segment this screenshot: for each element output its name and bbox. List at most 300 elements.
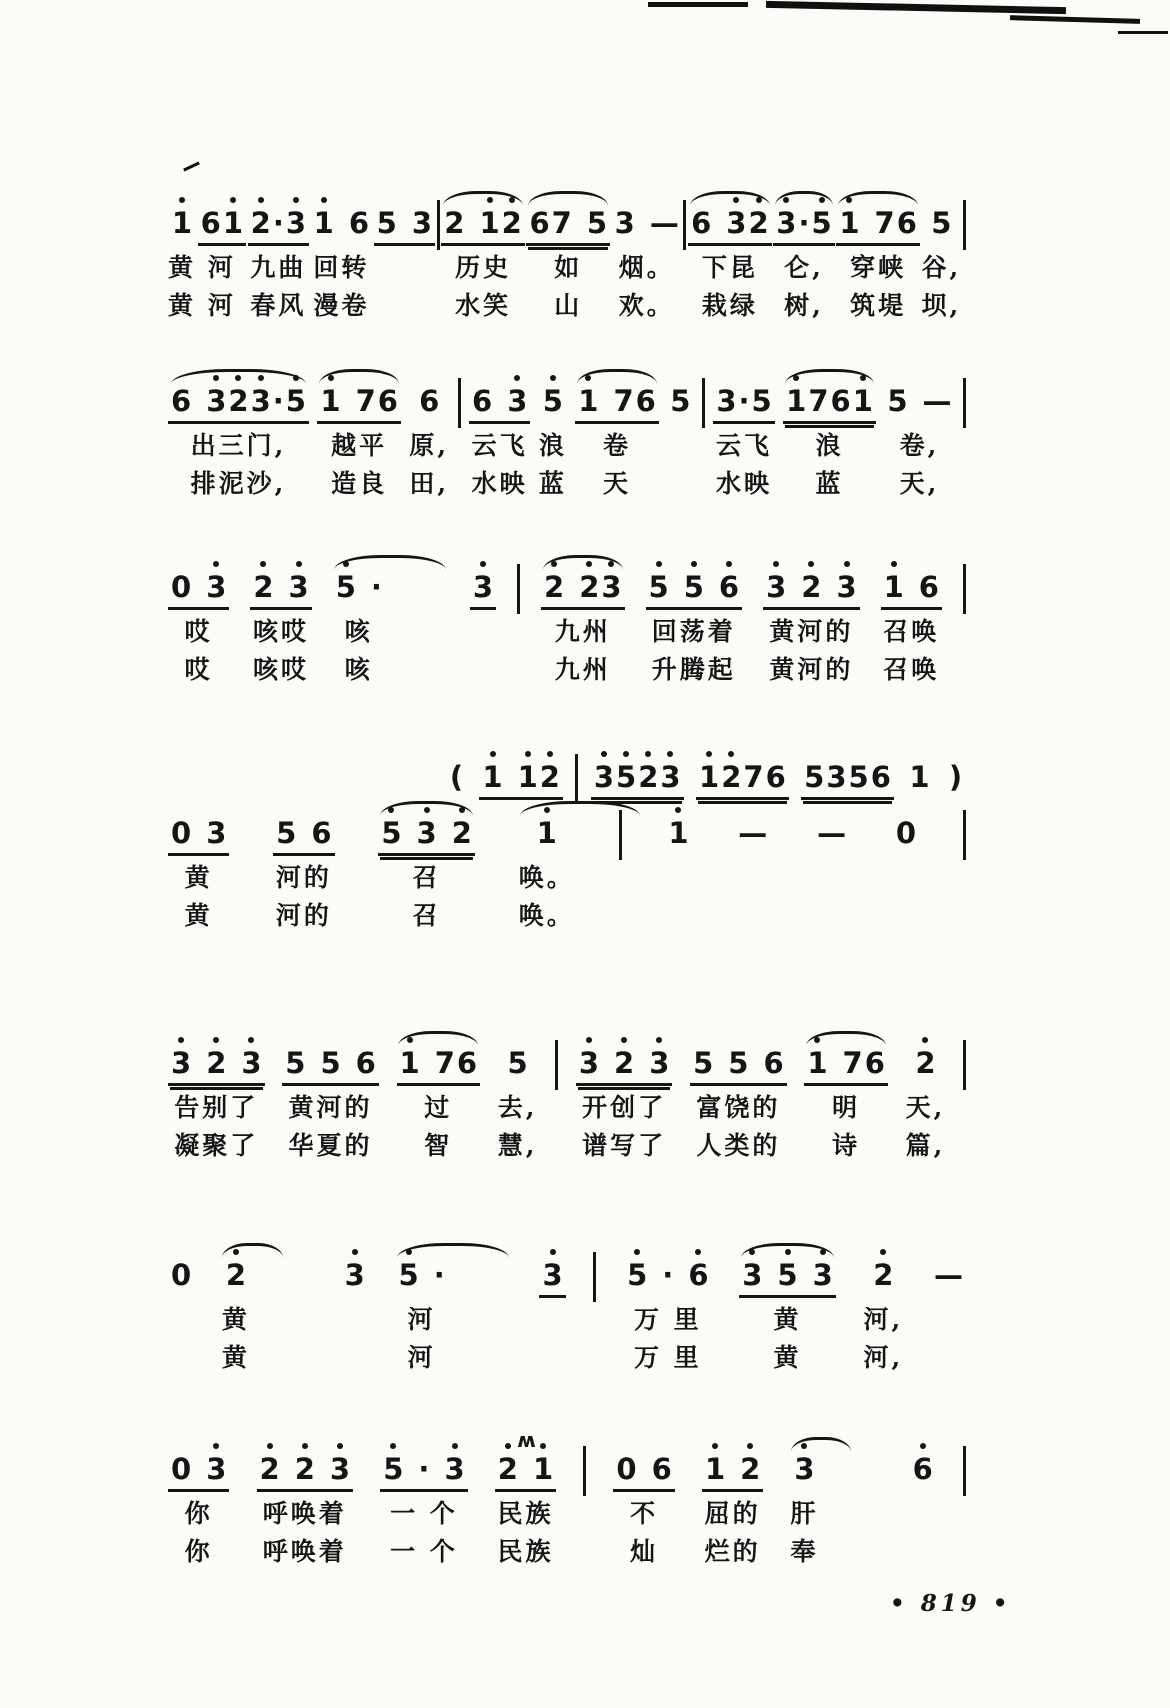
note-digit: 5 [751,384,772,418]
lyric-syllable: 华夏的 [288,1131,373,1160]
note-digit: 1 [518,760,538,794]
octave-dot [550,375,556,381]
note-digit: 1 [699,760,719,794]
note-column [783,366,876,502]
lyric-syllable: 奉 [790,1537,819,1566]
note-digit: 3 [660,760,680,794]
note-group [416,384,442,426]
barline [458,366,461,428]
note-column [396,1240,448,1376]
note-group [479,760,563,802]
note-digit: 2 [260,1452,280,1486]
octave-dot [509,197,515,203]
lyric-syllable: 黄 [184,901,213,930]
note-column [479,742,563,802]
note-group [665,816,691,858]
note-digit: 2 [544,570,564,604]
note-digit: 0 [171,570,192,604]
note-digit: 3 [507,384,527,418]
note-column [397,1028,481,1164]
note-group [541,570,625,612]
octave-dot [844,561,850,567]
lyric-syllable: 春风 [250,291,307,320]
lyric-syllable: 九州 [554,655,611,684]
note-column [922,188,962,324]
note-group [870,1258,896,1300]
ornament-row [667,366,693,384]
note-digit: 3 [836,570,856,604]
scan-artifact [1118,31,1168,34]
octave-dot [544,807,550,813]
octave-dot [621,1037,627,1043]
barline [963,1434,966,1496]
note-column [541,552,625,688]
barline [593,1240,596,1302]
note-group [945,760,966,802]
system-2 [168,366,966,502]
octave-dot [406,1249,412,1255]
octave-dot [586,1037,592,1043]
note-digit: 1 [314,206,334,240]
octave-dot [230,197,236,203]
lyric-syllable: 栽绿 [701,291,758,320]
note-digit: 5 [693,1046,714,1080]
octave-dot [793,375,799,381]
note-group [168,1452,229,1494]
lyric-syllable: 天, [899,469,940,498]
note-group [374,206,435,248]
octave-dot [712,1443,718,1449]
note-digit: 3 [726,206,746,240]
ornament-row [931,1240,966,1258]
note-column [498,1028,538,1164]
note-group [702,1452,763,1494]
octave-dot [424,807,430,813]
barline-mark [593,1252,596,1302]
lyric-syllable: 呼唤着 [262,1537,347,1566]
note-digit: 6 [691,206,712,240]
octave-dot [321,197,327,203]
ornament-row [446,742,467,760]
note-digit: 5 [376,206,397,240]
octave-dot [178,1037,184,1043]
lyric-syllable: 黄 [773,1343,802,1372]
note-column [495,1428,556,1570]
lyric-syllable: 肝 [790,1499,819,1528]
note-column [665,798,691,934]
lyric-syllable: 明 [832,1093,861,1122]
lyric-syllable: 水笑 [455,291,512,320]
note-group [591,760,684,802]
note-digit: ) [948,760,963,794]
lyric-syllable: 坝, [921,291,962,320]
note-digit: 3 [601,570,621,604]
note-digit: 0 [171,1452,192,1486]
note-digit: 2 [226,1258,246,1292]
dash-note: — [817,816,847,850]
note-digit: 1 [909,760,930,794]
octave-dot [540,1443,546,1449]
note-column [763,552,860,688]
ornament-row [495,1428,556,1452]
dash-note: — [649,206,679,240]
note-column [906,1028,946,1164]
note-digit: 7 [551,206,572,240]
lyric-syllable: 九曲 [250,253,307,282]
note-digit: 3 [444,1452,464,1486]
barline [963,188,966,250]
note-digit: 0 [171,816,192,850]
octave-dot [407,1037,413,1043]
lyric-syllable: 蓝 [538,469,567,498]
note-digit: 2 [206,1046,226,1080]
octave-dot [514,375,520,381]
note-digit: 2 [915,1046,935,1080]
barline-mark [555,1040,558,1090]
slur-arc [791,1437,851,1452]
ornament-row [248,188,309,206]
note-digit: 3 [417,816,437,850]
note-group [763,570,860,612]
lyric-syllable: 云飞 [716,431,773,460]
note-group [884,384,954,426]
note-column [696,742,789,802]
ornament-row [884,366,954,384]
lyric-syllable: 排泥沙, [190,469,287,498]
lyric-syllable: 黄 [221,1305,250,1334]
note-digit: 2 [540,760,560,794]
barline-mark [963,1446,966,1496]
note-digit: 5 [285,1046,306,1080]
note-group [931,1258,966,1300]
note-digit: 6 [896,206,917,240]
lyric-syllable: 水映 [716,469,773,498]
note-column [168,1028,265,1164]
lyric-syllable: 筑堤 [850,291,907,320]
note-digit: 1 [839,206,859,240]
note-column [168,1434,229,1570]
barline-mark [702,378,705,428]
octave-dot [634,1249,640,1255]
note-digit: 2 [801,570,821,604]
lyric-syllable: 去, [497,1093,538,1122]
lyric-syllable: 哎 [184,655,213,684]
note-digit: 5 [804,760,825,794]
note-digit: 5 [383,1452,403,1486]
note-digit: 3 [171,1046,191,1080]
note-digit: 6 [472,384,493,418]
lyric-syllable: 卷 [603,431,632,460]
note-column [469,366,530,502]
note-column [814,798,849,934]
octave-dot [860,375,866,381]
barline [963,1028,966,1090]
note-digit: 6 [765,760,786,794]
barline [683,188,686,250]
lyric-syllable: 黄河的 [769,617,854,646]
octave-dot [733,197,739,203]
lyric-syllable: 谱写了 [582,1131,667,1160]
note-digit: 1 [807,1046,827,1080]
note-digit: 3 [716,384,737,418]
barline [702,366,705,428]
note-group [169,206,195,248]
note-column [168,366,309,502]
note-digit: 7 [842,1046,863,1080]
note-column [613,1434,674,1570]
lyric-syllable: 河 [207,291,236,320]
barline [555,1028,558,1090]
note-column [836,188,920,324]
note-group [910,1452,936,1494]
note-column [864,1240,904,1376]
barline-mark [583,1446,586,1496]
lyric-syllable: 咳哎 [253,617,310,646]
note-digit: 2 [251,206,271,240]
octave-dot [695,1249,701,1255]
lyric-syllable: 天, [905,1093,946,1122]
note-column [198,188,246,324]
note-digit: 2 [721,760,741,794]
note-column [884,366,954,502]
ornament-row [333,552,385,570]
octave-dot [808,561,814,567]
note-digit: 6 [200,206,221,240]
dash-note: — [738,816,768,850]
octave-dot [645,751,651,757]
ornament-row [945,742,966,760]
barline-mark [963,810,966,860]
note-group [469,384,530,426]
note-group [539,1258,565,1300]
octave-dot [490,751,496,757]
scan-artifact [183,162,200,172]
note-digit: 6 [870,760,891,794]
note-column [575,366,659,502]
note-digit: 5 [812,206,832,240]
octave-dot [920,1443,926,1449]
octave-dot [608,561,614,567]
note-column [773,188,834,324]
slur-arc [520,801,640,816]
note-group [783,384,876,426]
note-group [495,1452,556,1494]
lyric-syllable: 告别了 [174,1093,259,1122]
octave-dot [267,1443,273,1449]
note-digit: 3 [579,1046,599,1080]
note-group [378,816,475,858]
octave-dot [846,197,852,203]
note-digit: 7 [434,1046,455,1080]
lyric-syllable: 河的 [275,863,332,892]
note-digit: 6 [348,206,370,240]
note-column [735,798,770,934]
octave-dot [260,561,266,567]
note-digit: 2 [253,570,273,604]
note-group [893,816,919,858]
octave-dot [891,561,897,567]
lyric-syllable: 召唤 [883,617,940,646]
octave-dot [551,561,557,567]
barline-mark [517,564,520,614]
note-column [519,798,575,934]
lyric-syllable: 咳哎 [253,655,310,684]
octave-dot [293,375,299,381]
ornament-row [168,552,229,570]
note-group [690,1046,787,1088]
octave-dot [505,1443,511,1449]
note-digit: 6 [171,384,192,418]
lyric-syllable: 唤。 [518,901,575,930]
note-digit: 1 [537,816,557,850]
scan-artifact [766,1,1066,14]
lyric-syllable: 黄 [184,863,213,892]
note-digit: 5 [728,1046,749,1080]
octave-dot [656,561,662,567]
note-digit: 5 [887,384,908,418]
note-digit: 7 [613,384,634,418]
note-group [534,816,560,858]
ornament-row [396,1240,448,1258]
lyric-syllable: 树, [784,291,824,320]
note-group [168,570,229,612]
lyric-syllable: 河 [207,253,236,282]
lyric-syllable: 召 [412,901,441,930]
lyric-syllable: 唤。 [518,863,575,892]
octave-dot [258,197,264,203]
note-column [378,798,475,934]
barline-mark [683,200,686,250]
note-digit: 3 [206,384,226,418]
note-digit: 2 [614,1046,634,1080]
note-digit: 1 [400,1046,420,1080]
dot-after-note: · [433,1258,445,1292]
note-digit: 7 [355,384,376,418]
note-digit: 5 [543,384,563,418]
note-column [539,1240,565,1376]
system-3 [168,552,966,688]
lyric-syllable: 不 [630,1499,659,1528]
lyric-syllable: 造良 [331,469,388,498]
lyric-syllable: 黄河的 [769,655,854,684]
ornament-row [498,1028,538,1046]
lyric-syllable: 漫卷 [313,291,370,320]
note-group [791,1452,817,1494]
note-digit: 3 [251,384,271,418]
lyric-syllable: 黄 [773,1305,802,1334]
note-column [409,366,449,502]
note-digit: 6 [918,570,939,604]
note-digit: 5 [276,816,297,850]
octave-dot [814,1037,820,1043]
note-group [317,384,401,426]
note-digit: 0 [171,1258,192,1292]
lyric-syllable: 一 个 [390,1499,458,1528]
lyric-syllable: 你 [184,1499,213,1528]
lyric-syllable: 咳 [344,655,373,684]
lyric-syllable: 慧, [497,1131,538,1160]
lyric-syllable: 万 里 [633,1305,702,1334]
note-digit: 1 [479,206,499,240]
octave-dot [258,375,264,381]
mordent-icon: ʍ [517,1428,534,1452]
ornament-row [409,366,449,384]
note-digit: 5 [627,1258,647,1292]
system-7 [168,1240,966,1376]
note-group [198,206,246,248]
ornament-row [735,798,770,816]
note-digit: 1 [172,206,192,240]
note-digit: 2 [452,816,472,850]
note-column [646,552,743,688]
note-digit: 6 [529,206,550,240]
note-digit: 5 [649,570,669,604]
octave-dot [819,197,825,203]
note-group [881,570,942,612]
lyric-syllable: 凝聚了 [174,1131,259,1160]
note-group [282,1046,379,1088]
barline [583,1434,586,1496]
note-column [248,188,309,324]
lyric-syllable: 烟。 [618,253,675,282]
octave-dot [487,197,493,203]
barline-mark [437,200,440,250]
lyric-syllable: 富饶的 [696,1093,781,1122]
note-column [342,1240,368,1376]
note-group [836,206,920,248]
octave-dot [343,561,349,567]
note-group [713,384,774,426]
lyric-syllable: 浪 [538,431,567,460]
dot-after-note: · [738,384,750,418]
octave-dot [459,807,465,813]
note-digit: 3 [330,1452,350,1486]
note-group [446,760,467,802]
barline-mark [963,564,966,614]
lyric-syllable: 过 [424,1093,453,1122]
octave-dot [747,1443,753,1449]
note-digit: ( [449,760,464,794]
note-column [931,1240,966,1376]
octave-dot [785,1249,791,1255]
note-column [446,742,467,802]
barline-mark [963,378,966,428]
note-digit: 3 [813,1258,833,1292]
note-digit: 1 [533,1452,553,1486]
note-digit: 6 [763,1046,784,1080]
lyric-syllable: 浪 [815,431,844,460]
note-column [526,188,610,324]
octave-dot [667,751,673,757]
note-group [735,816,770,858]
note-group [576,1046,673,1088]
octave-dot [783,197,789,203]
lyric-syllable: 你 [184,1537,213,1566]
octave-dot [525,751,531,757]
note-digit: 6 [419,384,440,418]
scan-artifact [648,2,748,7]
note-column [910,1434,936,1570]
lyric-syllable: 天 [603,469,632,498]
note-group [248,206,309,248]
lyric-syllable: 卷, [899,431,940,460]
ornament-row [168,1240,194,1258]
note-group [168,1258,194,1300]
ornament-row [168,798,229,816]
octave-dot [586,561,592,567]
note-column [470,552,496,688]
note-column [739,1240,836,1376]
